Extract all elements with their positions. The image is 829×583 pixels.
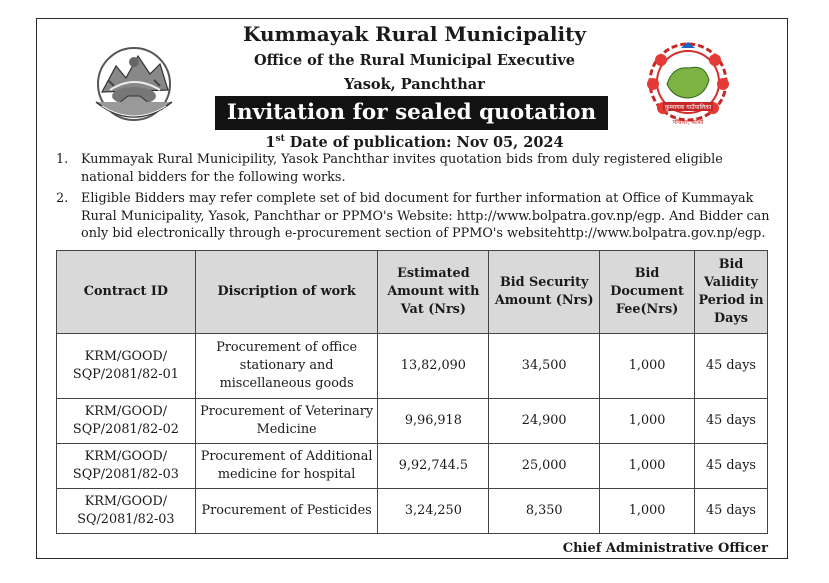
bid-table xyxy=(56,250,768,534)
table-row xyxy=(57,444,768,489)
cell-estimated-amount: 3,24,250 xyxy=(378,489,489,534)
cell-description: Procurement of office stationary and miscellaneous goods xyxy=(195,334,378,399)
cell-document-fee: 1,000 xyxy=(600,444,695,489)
office-location: Yasok, Panchthar xyxy=(344,76,485,93)
cell-estimated-amount: 9,92,744.5 xyxy=(378,444,489,489)
cell-bid-security: 34,500 xyxy=(489,334,600,399)
header-document-fee: Bid Document Fee(Nrs) xyxy=(600,251,695,334)
cell-document-fee: 1,000 xyxy=(600,399,695,444)
header-bid-security: Bid Security Amount (Nrs) xyxy=(489,251,600,334)
paragraph-2 xyxy=(56,190,776,243)
cell-validity: 45 days xyxy=(695,489,768,534)
header-description: Discription of work xyxy=(195,251,378,334)
paragraph-text: Kummayak Rural Municipility, Yasok Panchthar invites quotation bids from duly registered eligible national bidders for the following works. xyxy=(81,152,723,185)
cell-bid-security: 25,000 xyxy=(489,444,600,489)
office-name: Office of the Rural Municipal Executive xyxy=(253,52,576,69)
cell-bid-security: 8,350 xyxy=(489,489,600,534)
cell-description: Procurement of Pesticides xyxy=(195,489,378,534)
paragraph-text: Eligible Bidders may refer complete set of bid document for further information at Office of Kummayak Rural Municipality, Yasok, Panchthar or PPMO's Website: http://www.bolpatra.gov.np/egp. And Bidder can only bid electronically through e-procurement section of PPMO's websitehttp://www.bolpatra.gov.np/egp. xyxy=(81,191,770,241)
cell-validity: 45 days xyxy=(695,334,768,399)
table-row xyxy=(57,489,768,534)
logo-ribbon-text: कुम्मायक गाउँपालिका xyxy=(664,104,712,111)
header-validity: Bid Validity Period in Days xyxy=(695,251,768,334)
cell-description: Procurement of Veterinary Medicine xyxy=(195,399,378,444)
cell-validity: 45 days xyxy=(695,444,768,489)
cell-document-fee: 1,000 xyxy=(600,489,695,534)
page-title: Kummayak Rural Municipality xyxy=(243,22,586,46)
cell-bid-security: 24,900 xyxy=(489,399,600,444)
table-row xyxy=(57,334,768,399)
cell-contract-id: KRM/GOOD/ SQP/2081/82-03 xyxy=(57,444,196,489)
signature-title: Chief Administrative Officer xyxy=(562,541,768,556)
cell-contract-id: KRM/GOOD/ SQP/2081/82-02 xyxy=(57,399,196,444)
cell-estimated-amount: 13,82,090 xyxy=(378,334,489,399)
cell-contract-id: KRM/GOOD/ SQ/2081/82-03 xyxy=(57,489,196,534)
table-row xyxy=(57,399,768,444)
cell-estimated-amount: 9,96,918 xyxy=(378,399,489,444)
cell-description: Procurement of Additional medicine for hospital xyxy=(195,444,378,489)
logo-bottom-text: पाँचथर, कोशी xyxy=(672,119,704,126)
header-contract-id: Contract ID xyxy=(57,251,196,334)
paragraph-1 xyxy=(56,151,776,186)
table-header-row xyxy=(57,251,768,334)
cell-validity: 45 days xyxy=(695,399,768,444)
paragraph-number: 2. xyxy=(56,191,69,206)
paragraph-number: 1. xyxy=(56,152,69,167)
cell-contract-id: KRM/GOOD/ SQP/2081/82-01 xyxy=(57,334,196,399)
publication-date: 1st Date of publication: Nov 05, 2024 xyxy=(265,134,564,151)
header-estimated-amount: Estimated Amount with Vat (Nrs) xyxy=(378,251,489,334)
notice-banner: Invitation for sealed quotation xyxy=(215,96,608,130)
cell-document-fee: 1,000 xyxy=(600,334,695,399)
